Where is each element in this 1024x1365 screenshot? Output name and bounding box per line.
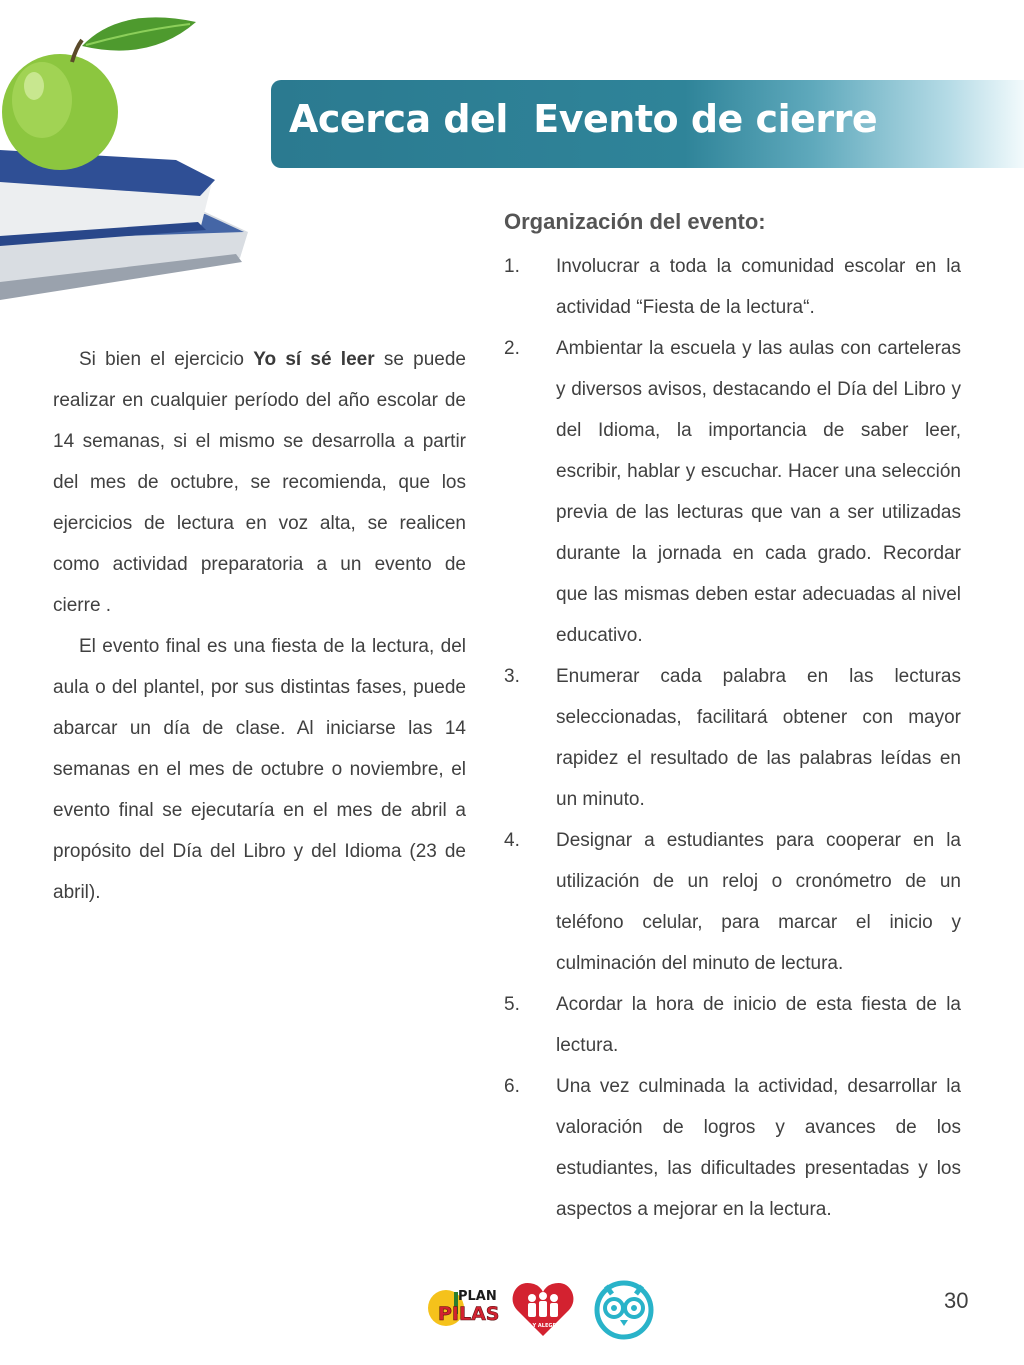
list-item-text: Una vez culminada la actividad, desarrollar la valoración de logros y avances de los estudiantes, las dificultades presentadas y los aspectos a mejorar en la lectura.	[556, 1076, 961, 1220]
page-number: 30	[944, 1288, 969, 1313]
list-item-text: Acordar la hora de inicio de esta fiesta de la lectura.	[556, 994, 961, 1056]
intro-paragraph-2: El evento final es una fiesta de la lectura, del aula o del plantel, por sus distintas fases, puede abarcar un día de clase. Al iniciarse las 14 semanas en el mes de octubre o noviembre, el evento final se ejecutaría en el mes de abril a propósito del Día del Libro y del Idioma (23 de abril).	[53, 636, 466, 903]
list-item-number: 2.	[504, 338, 520, 359]
list-item	[504, 820, 961, 984]
intro-text-column	[53, 339, 466, 913]
list-item-number: 1.	[504, 256, 520, 277]
plan-pilas-logo	[428, 1289, 500, 1326]
list-item-text: Involucrar a toda la comunidad escolar en la actividad “Fiesta de la lectura“.	[556, 256, 961, 318]
list-item-text: Ambientar la escuela y las aulas con carteleras y diversos avisos, destacando el Día del Libro y del Idioma, la importancia de saber leer, escribir, hablar y escuchar. Hacer una selección previa de las lecturas que van a ser utilizadas durante la jornada en cada grado. Recordar que las mismas deben estar adecuadas al nivel educativo.	[556, 338, 961, 646]
list-item-text: Enumerar cada palabra en las lecturas seleccionadas, facilitará obtener con mayor rapidez el resultado de las palabras leídas en un minuto.	[556, 666, 961, 810]
fe-y-alegria-caption: FE Y ALEGRIA	[523, 1323, 563, 1329]
organization-steps-list	[504, 246, 961, 1230]
page-title: Acerca del Evento de cierre	[289, 97, 878, 141]
owl-icon	[597, 1283, 651, 1337]
list-item	[504, 1066, 961, 1230]
list-item	[504, 656, 961, 820]
list-item-number: 6.	[504, 1076, 520, 1097]
title-banner	[271, 80, 1024, 168]
footer-logos	[424, 1272, 660, 1342]
plan-pilas-line1: PLAN	[458, 1289, 497, 1304]
apple-leaf	[82, 17, 196, 50]
list-item	[504, 246, 961, 328]
list-item-number: 4.	[504, 830, 520, 851]
list-item-number: 3.	[504, 666, 520, 687]
fe-y-alegria-logo	[513, 1283, 574, 1336]
list-item	[504, 328, 961, 656]
list-item	[504, 984, 961, 1066]
plan-pilas-line2: PILAS	[438, 1303, 500, 1325]
organization-column	[504, 200, 961, 1230]
intro-paragraph-1: Si bien el ejercicio Yo sí sé leer se puede realizar en cualquier período del año escolar de 14 semanas, si el mismo se desarrolla a partir del mes de octubre, se recomienda, que los ejercicios de lectura en voz alta, se realicen como actividad preparatoria a un evento de cierre .	[53, 349, 466, 616]
organization-heading: Organización del evento:	[504, 209, 766, 234]
program-name: Yo sí sé leer	[253, 349, 375, 370]
list-item-text: Designar a estudiantes para cooperar en la utilización de un reloj o cronómetro de un teléfono celular, para marcar el inicio y culminación del minuto de lectura.	[556, 830, 961, 974]
list-item-number: 5.	[504, 994, 520, 1015]
apple-books-illustration	[0, 0, 260, 310]
